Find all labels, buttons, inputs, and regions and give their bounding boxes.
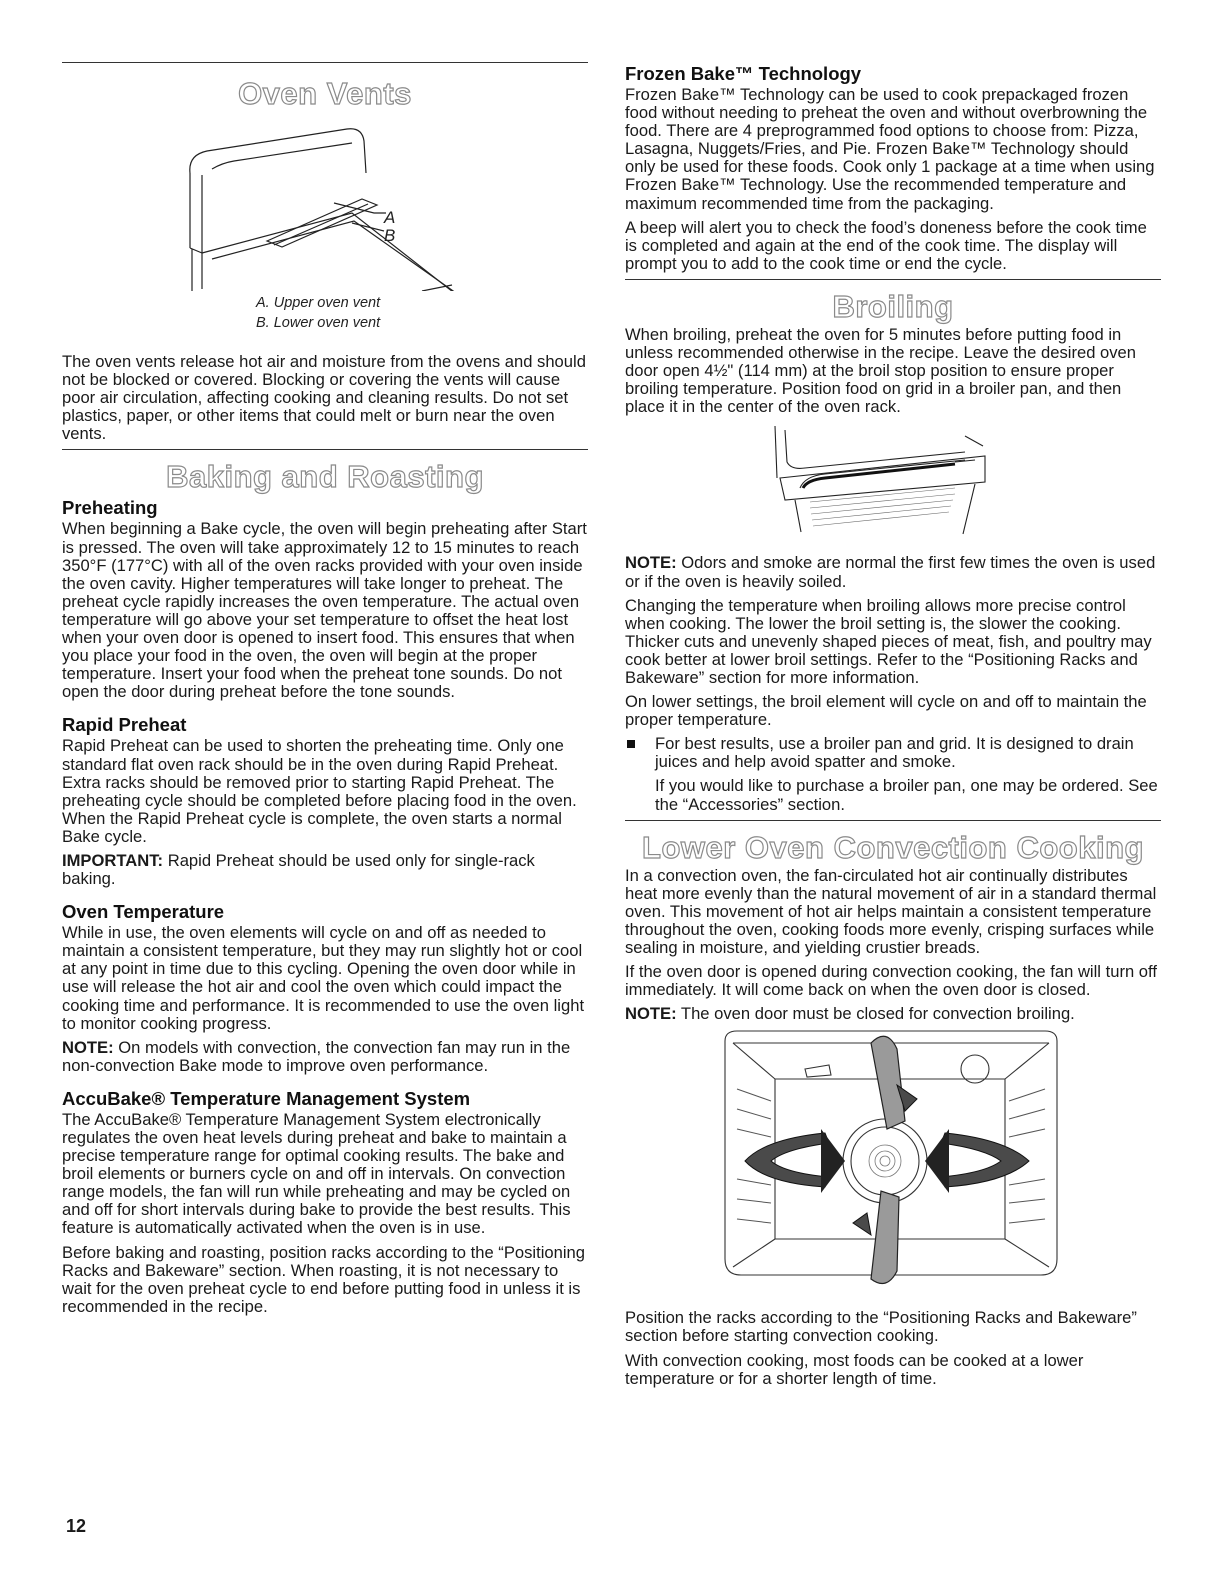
page-number: 12 bbox=[66, 1516, 87, 1536]
label-b: B bbox=[384, 226, 396, 245]
frozen-bake-body: Frozen Bake™ Technology can be used to cook prepackaged frozen food without needing to preheat the oven and without overbrowning the food. There are 4 preprogrammed food options to choose from: Pizza, Lasagna, Nuggets/Fries, and Pie. Frozen Bake™ Technology should only be used for these foods. Cook only 1 package at a time when using Frozen Bake™ Technology. Use the recommended temperature and maximum recommended time from the packaging. bbox=[625, 85, 1155, 213]
bullet-followup: If you would like to purchase a broiler pan, one may be ordered. See the “Accessories” section. bbox=[655, 776, 1158, 814]
frozen-bake-beep: A beep will alert you to check the food’s doneness before the cook time is completed and again at the end of the cook time. The display will prompt you to add to the cook time or end the cycle. bbox=[625, 217, 1147, 273]
rapid-preheat-body: Rapid Preheat can be used to shorten the preheating time. Only one standard flat oven rack should be in the oven during Rapid Preheat. Extra racks should be removed prior to starting Rapid Preheat. The preheating cycle should be completed before placing food in the oven. When the Rapid Preheat cycle is complete, the oven starts a normal Bake cycle. bbox=[62, 736, 577, 846]
oven-door-broil-drawing bbox=[625, 422, 1161, 546]
important-label: IMPORTANT: bbox=[62, 850, 164, 870]
left-column bbox=[62, 56, 588, 1322]
convection-body: In a convection oven, the fan-circulated hot air continually distributes heat more evenly than the natural movement of air in a standard thermal oven. This movement of hot air helps maintain a consistent temperature throughout the oven, cooking foods more evenly, crisping surfaces while sealing in moisture, and yielding crustier breads. bbox=[625, 865, 1157, 957]
oven-vents-body: The oven vents release hot air and moisture from the ovens and should not be blocked or covered. Blocking or covering the vents will cause poor air circulation, affecting cooking and cleaning results. Do not set plastics, paper, or other items that could melt or burn near the oven vents. bbox=[62, 352, 586, 444]
preheating-heading: Preheating bbox=[62, 497, 158, 519]
convection-illustration bbox=[625, 1029, 1161, 1295]
convection-note bbox=[625, 1005, 1161, 1023]
oven-vents-title: Oven Vents bbox=[238, 76, 412, 111]
accubake-racks: Before baking and roasting, position racks according to the “Positioning Racks and Bakeware” section. When roasting, it is not necessary to wait for the oven preheat cycle to end before putting food in unless it is recommended in the recipe. bbox=[62, 1242, 586, 1316]
convection-racks: Position the racks according to the “Positioning Racks and Bakeware” section before starting convection cooking. bbox=[625, 1308, 1137, 1346]
convection-title: Lower Oven Convection Cooking bbox=[642, 829, 1144, 865]
frozen-bake-heading: Frozen Bake™ Technology bbox=[625, 63, 862, 84]
accubake-body: The AccuBake® Temperature Management System electronically regulates the oven heat levels during preheat and bake to maintain a precise temperature range for optimal cooking results. The bake and broil elements or burners cycle on and off in intervals. On convection range models, the fan will run while preheating and may be cycled on and off for short intervals during bake to provide the best results. This feature is automatically activated when the oven is in use. bbox=[62, 1109, 571, 1238]
rapid-preheat-heading: Rapid Preheat bbox=[62, 714, 187, 736]
section-divider bbox=[62, 62, 588, 63]
label-a: A bbox=[384, 208, 396, 227]
convection-lower-temp: With convection cooking, most foods can be cooked at a lower temperature or for a shorter length of time. bbox=[625, 1350, 1084, 1388]
broiler-pan-bullet bbox=[625, 735, 1161, 813]
convection-fan-drawing bbox=[625, 1029, 1161, 1295]
broiling-illustration bbox=[625, 422, 1161, 546]
oven-vents-illustration bbox=[62, 113, 588, 291]
oven-vent-drawing bbox=[62, 113, 588, 291]
caption-lower-vent: B. Lower oven vent bbox=[256, 315, 381, 331]
section-divider bbox=[625, 279, 1161, 280]
oven-temperature-heading: Oven Temperature bbox=[62, 901, 225, 923]
broiling-title: Broiling bbox=[832, 288, 954, 324]
oven-temperature-body: While in use, the oven elements will cycle on and off as needed to maintain a consistent temperature, but they may run slightly hot or cool at any point in time due to this cycling. Opening the oven door while in use will release the hot air and cool the oven which could impact the cooking time and performance. It is recommended to use the oven light to monitor cooking progress. bbox=[62, 923, 585, 1033]
accubake-heading: AccuBake® Temperature Management System bbox=[62, 1087, 471, 1109]
note-label: NOTE: bbox=[62, 1037, 114, 1057]
broiling-note bbox=[625, 554, 1161, 590]
convection-door: If the oven door is opened during convection cooking, the fan will turn off immediately. It will come back on when the oven door is closed. bbox=[625, 962, 1157, 1000]
broiling-temperature-body: Changing the temperature when broiling allows more precise control when cooking. The lower the broil setting is, the slower the cooking. Thicker cuts and unevenly shaped pieces of meat, fish, and poultry may cook better at lower broil settings. Refer to the “Positioning Racks and Bakeware” section for more information. bbox=[625, 595, 1152, 687]
note-text: The oven door must be closed for convection broiling. bbox=[676, 1004, 1075, 1024]
broiling-lower-settings: On lower settings, the broil element will cycle on and off to maintain the proper temperature. bbox=[625, 692, 1147, 730]
note-label: NOTE: bbox=[625, 553, 677, 573]
bullet-square-icon bbox=[627, 740, 635, 748]
baking-title: Baking and Roasting bbox=[166, 459, 484, 495]
rapid-preheat-important bbox=[62, 852, 588, 888]
bullet-text: For best results, use a broiler pan and grid. It is designed to drain juices and help avoid spatter and smoke. bbox=[655, 734, 1134, 772]
note-label: NOTE: bbox=[625, 1004, 677, 1024]
caption-upper-vent: A. Upper oven vent bbox=[256, 295, 381, 311]
important-text: Rapid Preheat should be used only for single-rack baking. bbox=[62, 850, 535, 889]
section-divider bbox=[625, 820, 1161, 821]
note-text: On models with convection, the convection fan may run in the non-convection Bake mode to improve oven performance. bbox=[62, 1037, 571, 1075]
section-divider bbox=[62, 449, 588, 450]
right-column bbox=[625, 56, 1161, 1394]
broiling-body: When broiling, preheat the oven for 5 minutes before putting food in unless recommended otherwise in the recipe. Leave the desired oven door open 4½" (114 mm) at the broil stop position to ensure proper broiling temperature. Position food on grid in a broiler pan, and then place it in the center of the oven rack. bbox=[625, 324, 1137, 417]
oven-temperature-note bbox=[62, 1039, 588, 1075]
preheating-body: When beginning a Bake cycle, the oven will begin preheating after Start is pressed. The oven will take approximately 12 to 15 minutes to reach 350°F (177°C) with all of the oven racks provided with your oven inside the oven cavity. Higher temperatures will take longer to preheat. The preheat cycle rapidly increases the oven temperature. The actual oven temperature will go above your set temperature to offset the heat lost when your oven door is opened to insert food. This ensures that when you place your food in the oven, the oven will begin at the proper temperature. Insert your food when the preheat tone sounds. Do not open the door during preheat before the tone sounds. bbox=[62, 519, 587, 702]
oven-vents-captions bbox=[62, 293, 588, 333]
note-text: Odors and smoke are normal the first few times the oven is used or if the oven is heavily soiled. bbox=[625, 553, 1156, 591]
